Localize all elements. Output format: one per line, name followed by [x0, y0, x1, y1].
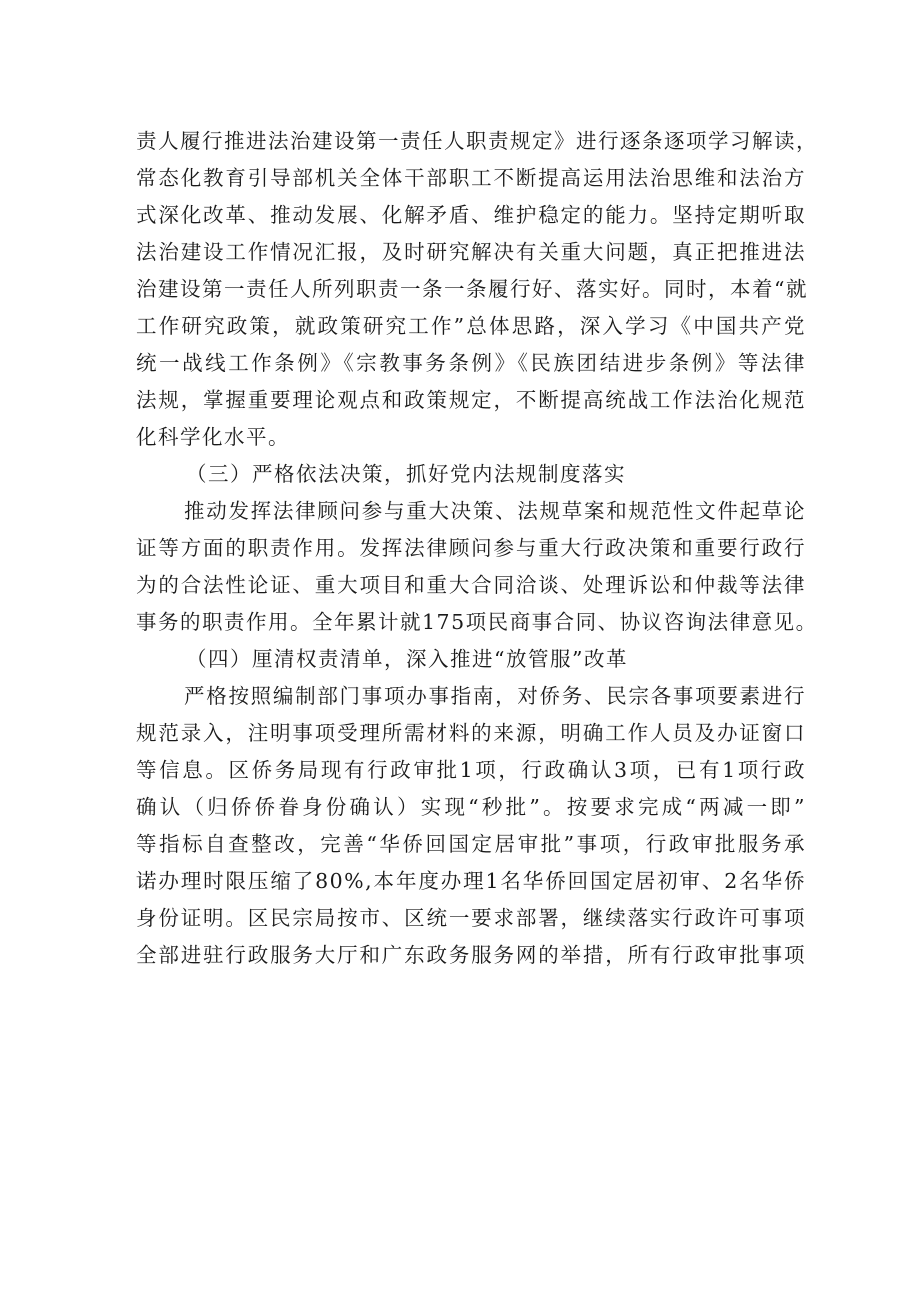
paragraph-line: 法治建设工作情况汇报，及时研究解决有关重大问题，真正把推进法: [136, 240, 806, 264]
paragraph-line: 确认（归侨侨眷身份确认）实现“秒批”。按要求完成“两减一即”: [136, 795, 806, 819]
paragraph-line: 工作研究政策，就政策研究工作”总体思路，深入学习《中国共产党: [136, 314, 806, 338]
section-heading: （三）严格依法决策，抓好党内法规制度落实: [186, 462, 626, 486]
paragraph-line: 常态化教育引导部机关全体干部职工不断提高运用法治思维和法治方: [136, 166, 806, 190]
paragraph-line: 法规，掌握重要理论观点和政策规定，不断提高统战工作法治化规范: [136, 388, 806, 412]
paragraph-line: 式深化改革、推动发展、化解矛盾、维护稳定的能力。坚持定期听取: [136, 203, 806, 227]
paragraph-line: 全部进驻行政服务大厅和广东政务服务网的举措，所有行政审批事项: [136, 943, 806, 967]
paragraph-line: 严格按照编制部门事项办事指南，对侨务、民宗各事项要素进行: [184, 684, 806, 708]
paragraph-line: 化科学化水平。: [136, 425, 290, 449]
section-heading: （四）厘清权责清单，深入推进“放管服”改革: [186, 647, 628, 671]
paragraph-line: 统一战线工作条例》《宗教事务条例》《民族团结进步条例》等法律: [136, 351, 806, 375]
paragraph-line: 身份证明。区民宗局按市、区统一要求部署，继续落实行政许可事项: [136, 906, 806, 930]
paragraph-line: 治建设第一责任人所列职责一条一条履行好、落实好。同时，本着“就: [136, 277, 808, 301]
paragraph-line: 规范录入，注明事项受理所需材料的来源，明确工作人员及办证窗口: [136, 721, 806, 745]
paragraph-line: 事务的职责作用。全年累计就175项民商事合同、协议咨询法律意见。: [136, 610, 818, 634]
paragraph-line: 等指标自查整改，完善“华侨回国定居审批”事项，行政审批服务承: [136, 832, 806, 856]
paragraph-line: 等信息。区侨务局现有行政审批1项，行政确认3项，已有1项行政: [136, 758, 806, 782]
paragraph-line: 诺办理时限压缩了80%,本年度办理1名华侨回国定居初审、2名华侨: [136, 869, 806, 893]
paragraph-line: 证等方面的职责作用。发挥法律顾问参与重大行政决策和重要行政行: [136, 536, 806, 560]
paragraph-line: 责人履行推进法治建设第一责任人职责规定》进行逐条逐项学习解读，: [136, 129, 818, 153]
paragraph-line: 推动发挥法律顾问参与重大决策、法规草案和规范性文件起草论: [184, 499, 806, 523]
paragraph-line: 为的合法性论证、重大项目和重大合同洽谈、处理诉讼和仲裁等法律: [136, 573, 806, 597]
